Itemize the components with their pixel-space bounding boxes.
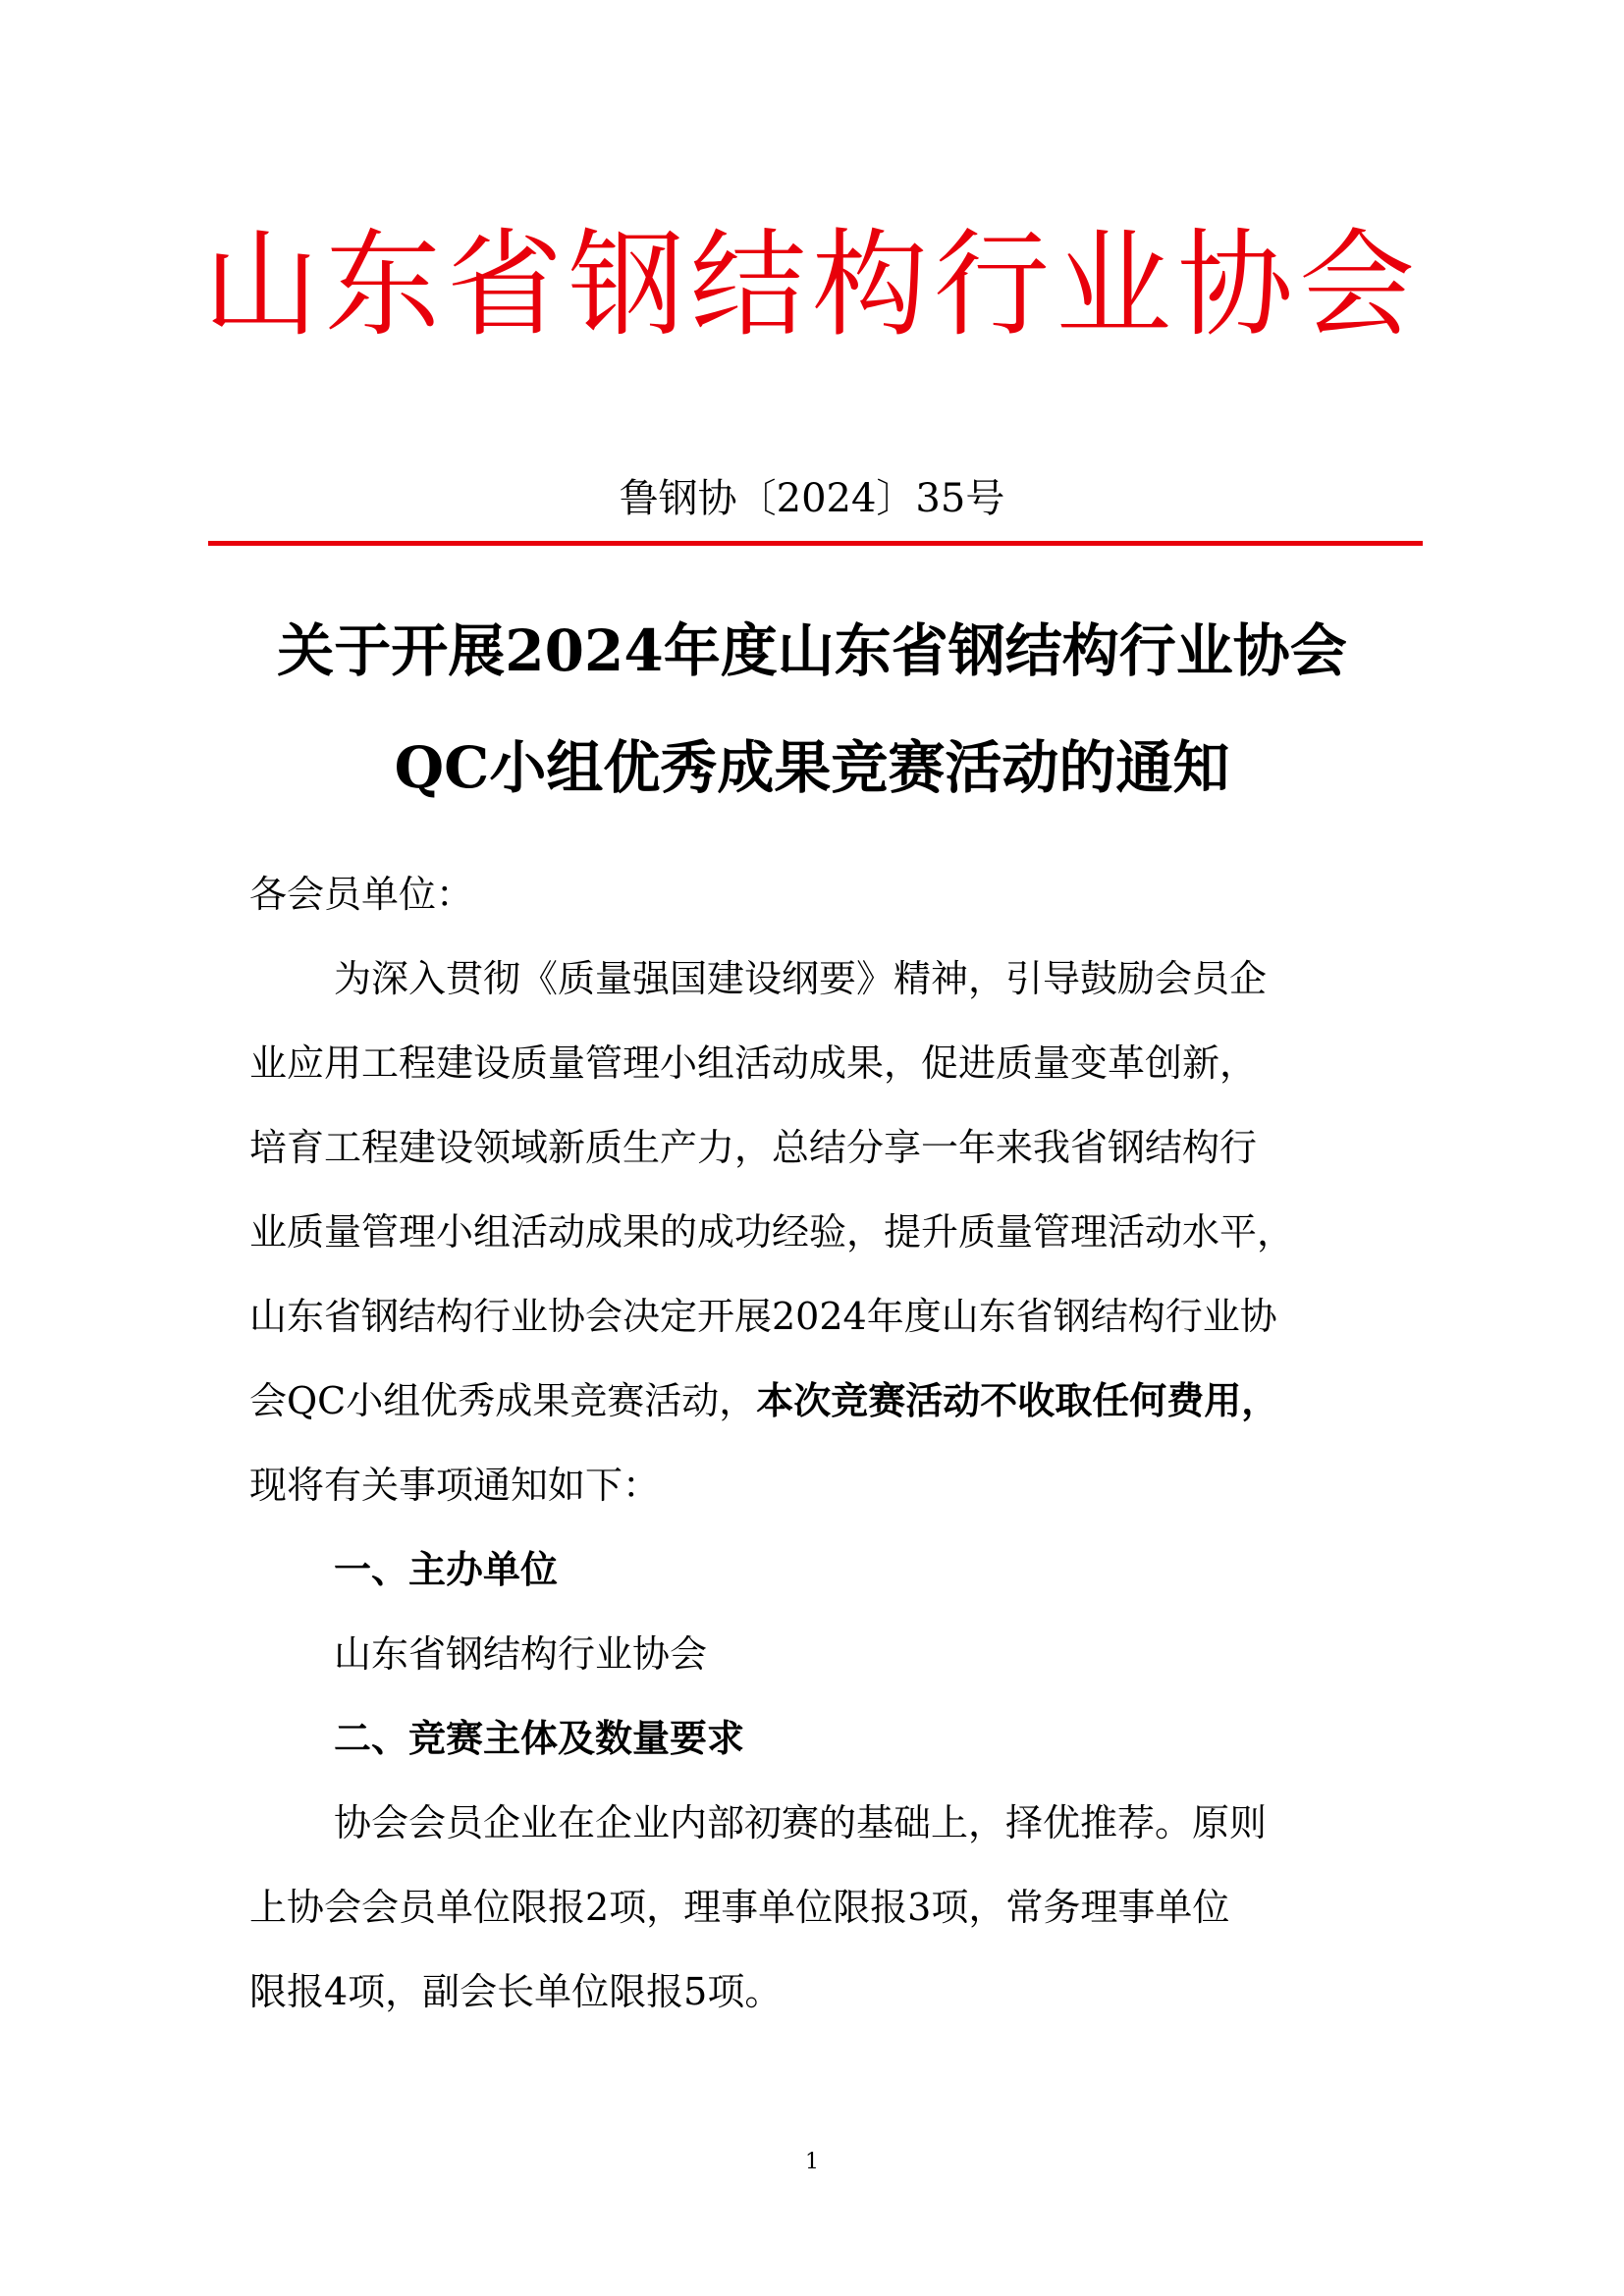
red-divider-line [208,541,1423,546]
masthead-title: 山东省钢结构行业协会 [202,217,1421,352]
section-2-heading: 二、竞赛主体及数量要求 [334,1716,745,1760]
intro-line: 业应用工程建设质量管理小组活动成果，促进质量变革创新， [249,1041,1258,1085]
page-number: 1 [805,2150,819,2174]
intro-line-text: 会QC小组优秀成果竞赛活动， [249,1379,757,1422]
section-2-line: 上协会会员单位限报2项，理事单位限报3项，常务理事单位 [249,1886,1230,1929]
section-2-line: 协会会员企业在企业内部初赛的基础上，择优推荐。原则 [334,1801,1268,1844]
intro-line: 为深入贯彻《质量强国建设纲要》精神，引导鼓励会员企 [334,957,1268,1000]
document-number: 鲁钢协〔2024〕35号 [619,476,1005,521]
notice-title-line-2: QC小组优秀成果竞赛活动的通知 [394,734,1230,801]
free-of-charge-notice: 本次竞赛活动不收取任何费用， [756,1378,1279,1422]
section-2-line: 限报4项，副会长单位限报5项。 [249,1970,783,2013]
intro-line [249,1359,1388,1443]
notice-body [249,852,1388,2034]
salutation: 各会员单位： [249,873,474,916]
intro-line: 山东省钢结构行业协会决定开展2024年度山东省钢结构行业协 [249,1295,1277,1338]
intro-line: 培育工程建设领域新质生产力，总结分享一年来我省钢结构行 [249,1126,1258,1169]
notice-title-line-1: 关于开展2024年度山东省钢结构行业协会 [277,617,1347,684]
section-1-content: 山东省钢结构行业协会 [334,1632,708,1676]
intro-line: 业质量管理小组活动成果的成功经验，提升质量管理活动水平， [249,1210,1295,1254]
section-1-heading: 一、主办单位 [334,1547,559,1591]
intro-line: 现将有关事项通知如下： [249,1464,661,1507]
